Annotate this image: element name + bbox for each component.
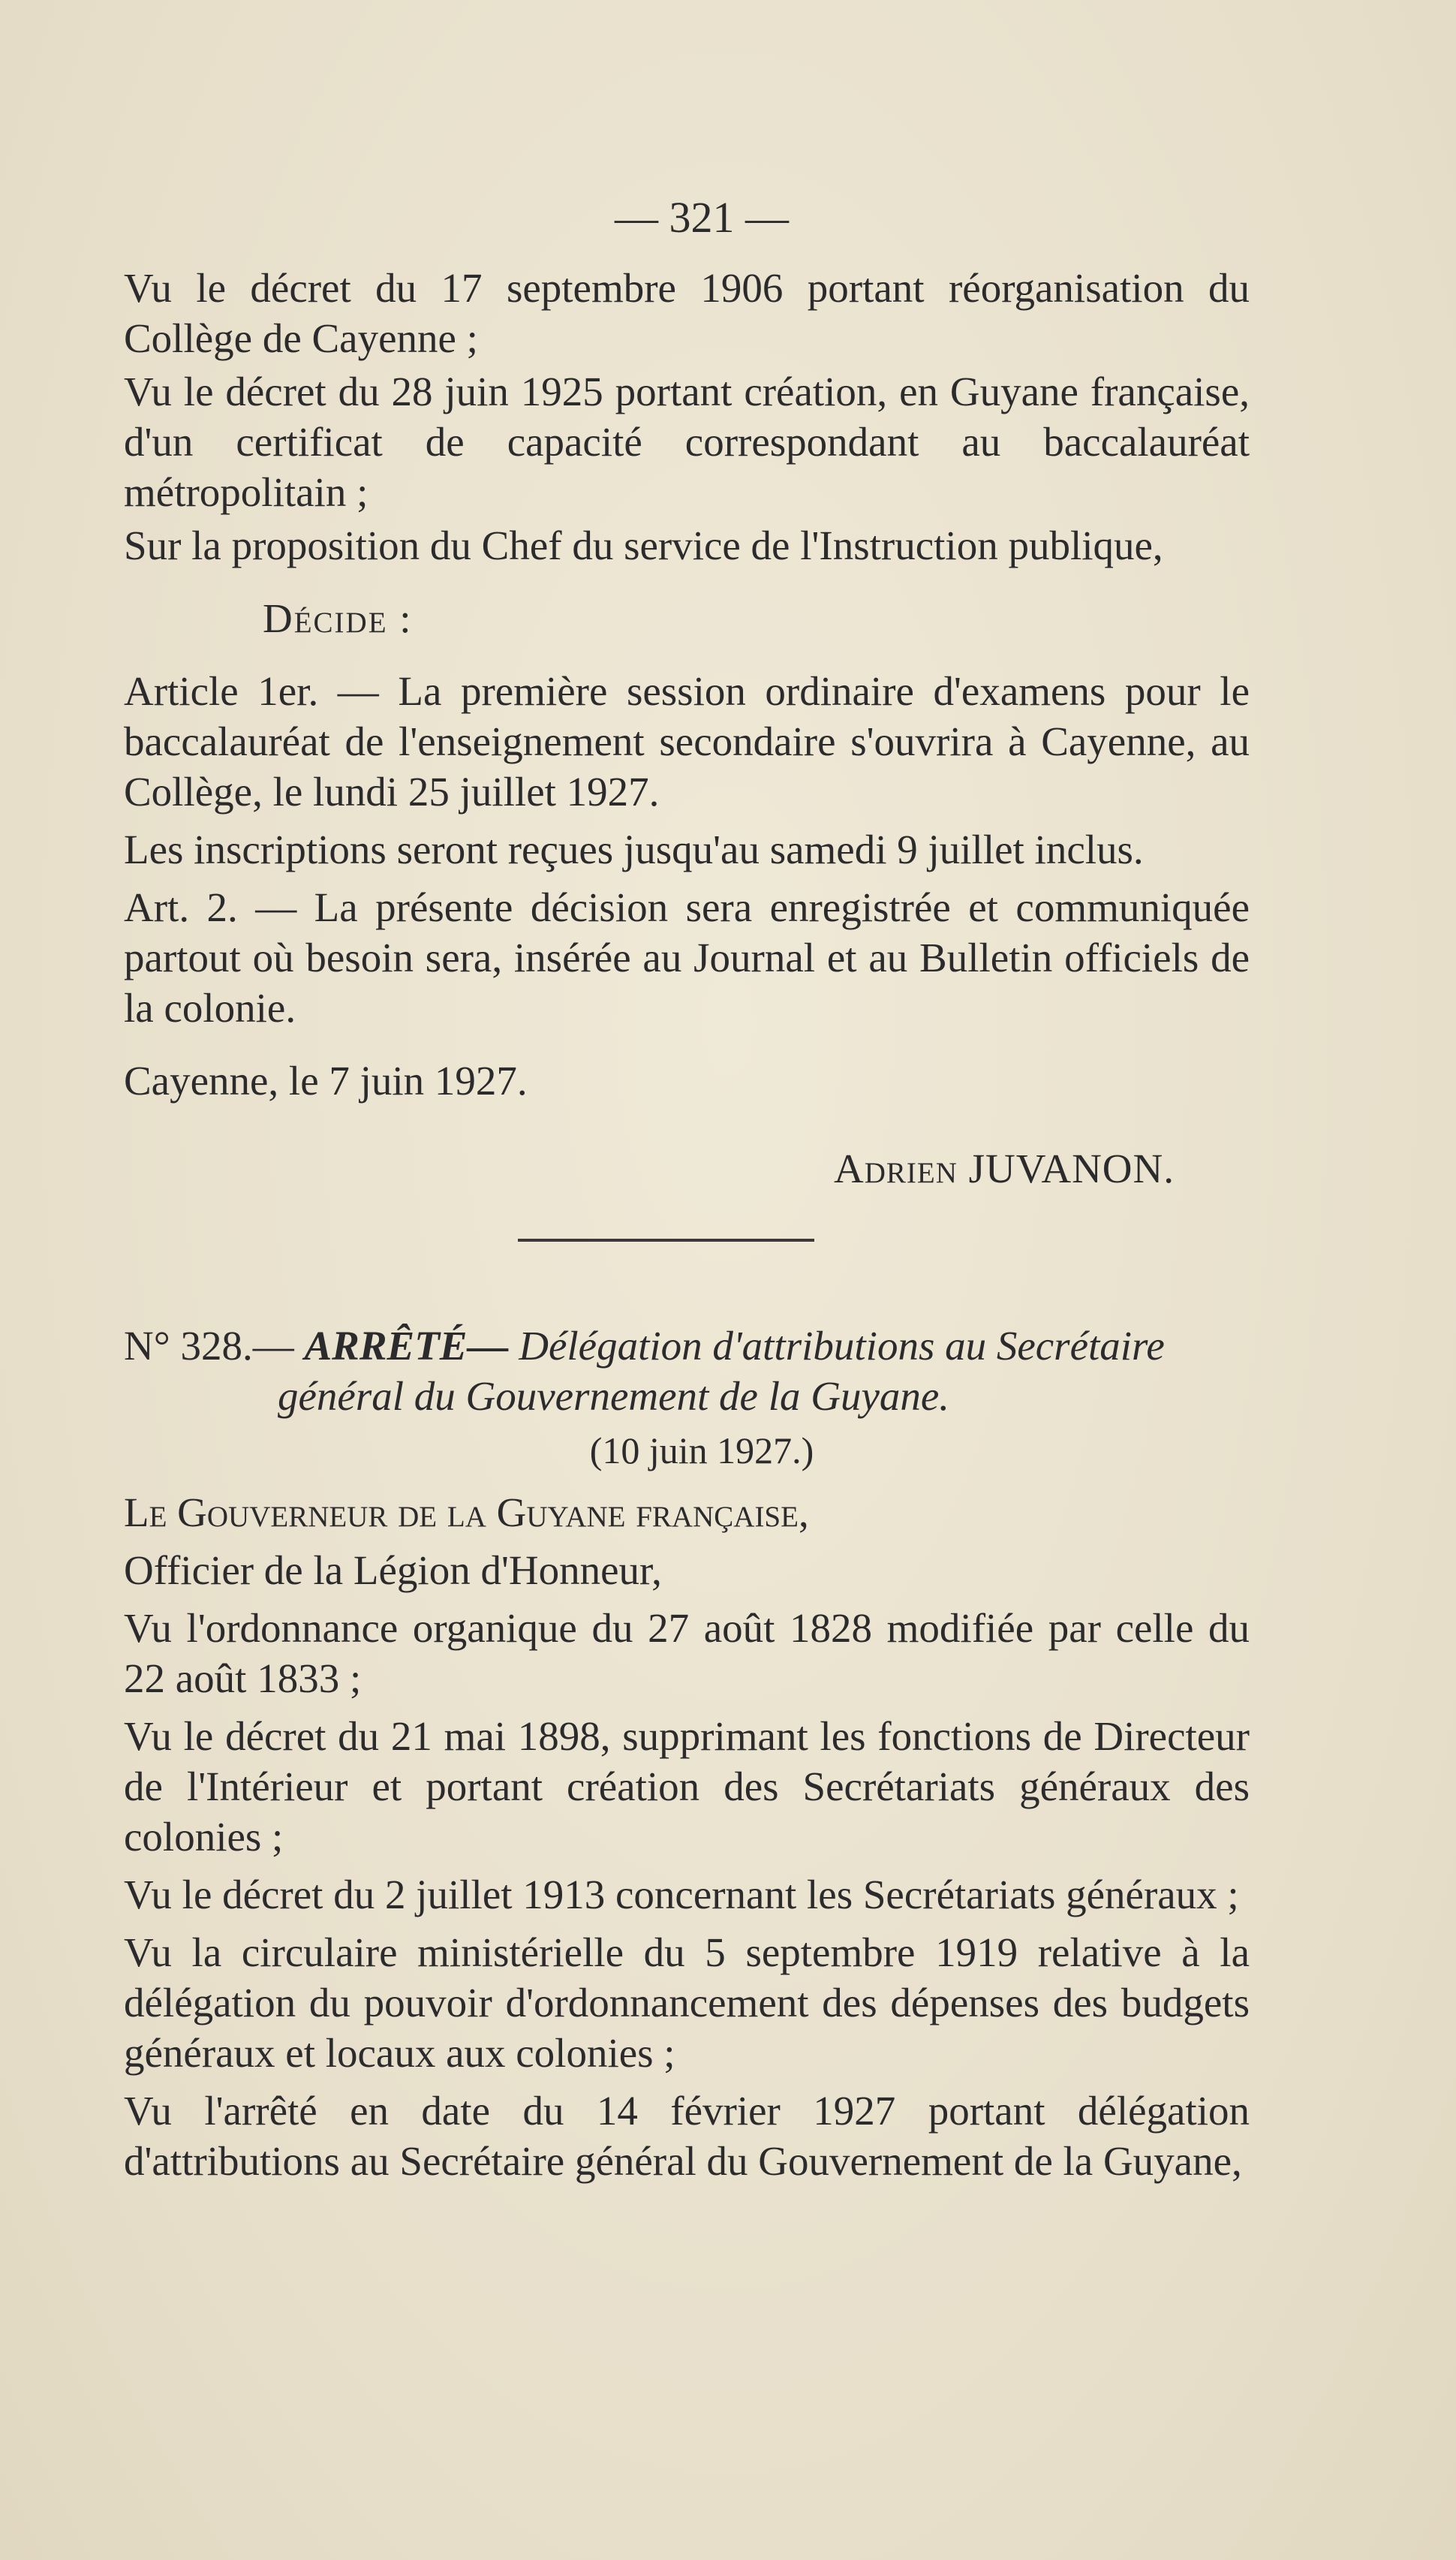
arrete-paragraph-5: Vu le décret du 2 juillet 1913 concernant les Secrétariats généraux ; xyxy=(124,1872,1239,1917)
article-2: Art. 2. — La présente décision sera enregistrée et communiquée partout où besoin sera, insérée au Journal et au Bulletin officiels de la colonie. xyxy=(124,884,1250,1031)
arrete-subject-line-2: général du Gouvernement de la Guyane. xyxy=(278,1373,950,1419)
arrete-paragraph-4: Vu le décret du 21 mai 1898, supprimant les fonctions de Directeur de l'Intérieur et portant création des Secrétariats généraux des colonies ; xyxy=(124,1713,1250,1860)
decision-paragraph-2: Vu le décret du 28 juin 1925 portant création, en Guyane française, d'un certificat de capacité correspondant au baccalauréat métropolitain ; xyxy=(124,369,1250,515)
section-divider xyxy=(518,1239,814,1242)
arrete-paragraph-1: Le Gouverneur de la Guyane française, xyxy=(124,1489,809,1535)
article-1: Article 1er. — La première session ordinaire d'examens pour le baccalauréat de l'enseignement secondaire s'ouvrira à Cayenne, au Collège, le lundi 25 juillet 1927. xyxy=(124,668,1250,815)
arrete-subject-line-1: Délégation d'attributions au Secrétaire xyxy=(519,1323,1165,1369)
arrete-title: ARRÊTÉ— xyxy=(304,1323,509,1369)
decide-heading: Décide : xyxy=(263,595,413,641)
arrete-paragraph-7: Vu l'arrêté en date du 14 février 1927 portant délégation d'attributions au Secrétaire général du Gouvernement de la Guyane, xyxy=(124,2088,1250,2184)
arrete-body xyxy=(124,1487,1250,2186)
arrete-number: N° 328.— xyxy=(124,1323,294,1369)
arrete-heading xyxy=(124,1321,1250,1421)
article-1-inscriptions: Les inscriptions seront reçues jusqu'au samedi 9 juillet inclus. xyxy=(124,827,1144,872)
arrete-paragraph-6: Vu la circulaire ministérielle du 5 septembre 1919 relative à la délégation du pouvoir d'ordonnancement des dépenses des budgets généraux et locaux aux colonies ; xyxy=(124,1929,1250,2076)
arrete-paragraph-3: Vu l'ordonnance organique du 27 août 1828 modifiée par celle du 22 août 1833 ; xyxy=(124,1605,1250,1701)
arrete-paragraph-2: Officier de la Légion d'Honneur, xyxy=(124,1547,662,1593)
decision-place-date: Cayenne, le 7 juin 1927. xyxy=(124,1058,528,1104)
decision-paragraph-1: Vu le décret du 17 septembre 1906 portant réorganisation du Collège de Cayenne ; xyxy=(124,265,1250,361)
decision-paragraph-3: Sur la proposition du Chef du service de l'Instruction publique, xyxy=(124,523,1163,568)
page-number: — 321 — xyxy=(615,193,789,242)
arrete-date: (10 juin 1927.) xyxy=(589,1429,814,1471)
document-page xyxy=(124,188,1250,2186)
decision-signature: Adrien JUVANON. xyxy=(833,1146,1175,1191)
